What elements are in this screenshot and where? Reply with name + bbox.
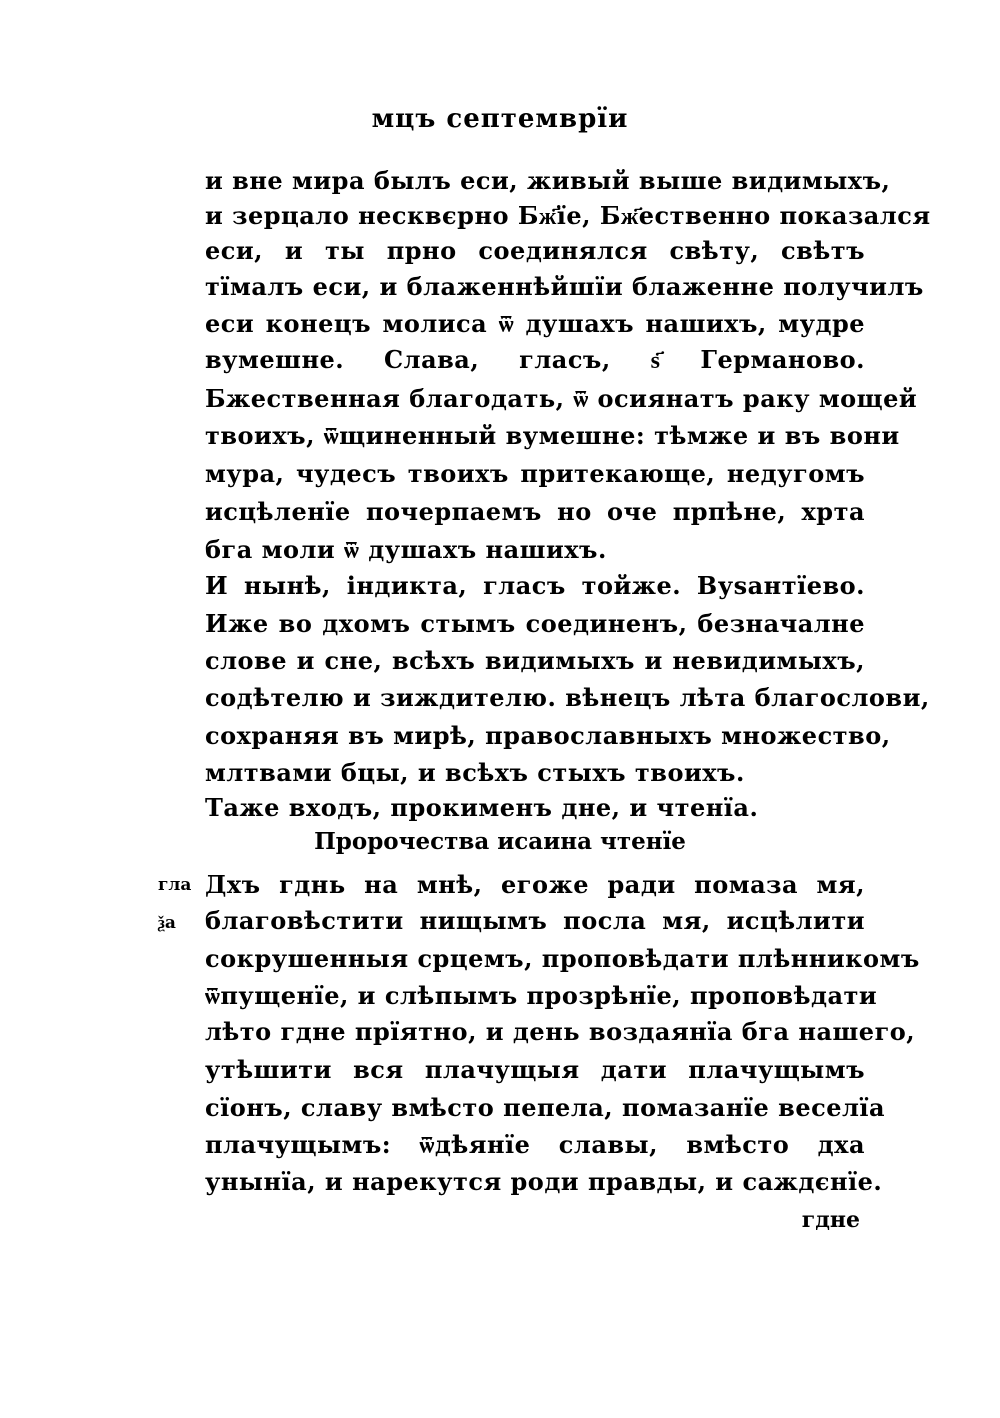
text-line: вумешне. Слава, гласъ, ѕ҃ Германово. — [205, 345, 865, 374]
text-line: еси, и ты прно соединялся свѣту, свѣтъ — [205, 236, 865, 265]
text-line: Бжественная благодать, ѿ осиянатъ раку мощей — [205, 384, 918, 413]
text-line: Таже входъ, прокименъ дне, и чтенїа. — [205, 793, 759, 822]
text-line: сїонъ, славу вмѣсто пепела, помазанїе веселїа — [205, 1093, 886, 1122]
text-line: и вне мира былъ еси, живый выше видимыхъ, — [205, 166, 891, 195]
margin-note-number: ѯа — [158, 913, 176, 933]
text-line: исцѣленїе почерпаемъ но оче прпѣне, хрта — [205, 497, 865, 526]
text-line: И нынѣ, індикта, гласъ тойже. Вуѕантїево. — [205, 571, 865, 600]
reading-title: Пророчества исаина чтенїе — [314, 828, 686, 855]
text-line: тїмалъ еси, и блаженнѣйшїи блаженне получилъ — [205, 272, 924, 301]
text-line: плачущымъ: ѿдѣянїе славы, вмѣсто дха — [205, 1130, 865, 1159]
text-line: мура, чудесъ твоихъ притекающе, недугомъ — [205, 459, 865, 488]
running-header: мцъ септемврїи — [371, 104, 629, 134]
text-line: сокрушенныя срцемъ, проповѣдати плѣнникомъ — [205, 944, 920, 973]
text-line: ѿпущенїе, и слѣпымъ прозрѣнїе, проповѣдати — [205, 981, 878, 1010]
margin-note-chapter: гла — [158, 875, 192, 895]
text-line: слове и сне, всѣхъ видимыхъ и невидимыхъ, — [205, 646, 865, 675]
text-line: благовѣстити нищымъ посла мя, исцѣлити — [205, 906, 865, 935]
text-line: лѣто гдне прїятно, и день воздаянїа бга нашего, — [205, 1017, 916, 1046]
text-line: бга моли ѿ душахъ нашихъ. — [205, 535, 607, 564]
text-line: Дхъ гднь на мнѣ, егоже ради помаза мя, — [205, 870, 865, 899]
catchword: гдне — [801, 1207, 860, 1233]
text-line: твоихъ, ѿщиненный вумешне: тѣмже и въ вони — [205, 421, 900, 450]
text-line: и зерцало несквєрно Бж҃їе, Бж҃ественно показался — [205, 201, 931, 230]
text-line: содѣтелю и зиждителю. вѣнецъ лѣта благослови, — [205, 683, 930, 712]
text-line: Иже во дхомъ стымъ соединенъ, безначалне — [205, 609, 865, 638]
text-line: сохраняя въ мирѣ, православныхъ множество, — [205, 721, 891, 750]
text-line: унынїа, и нарекутся роди правды, и саждєнїе. — [205, 1167, 883, 1196]
text-line: млтвами бцы, и всѣхъ стыхъ твоихъ. — [205, 758, 745, 787]
text-line: утѣшити вся плачущыя дати плачущымъ — [205, 1055, 865, 1084]
text-line: еси конецъ молиса ѿ душахъ нашихъ, мудре — [205, 309, 865, 338]
